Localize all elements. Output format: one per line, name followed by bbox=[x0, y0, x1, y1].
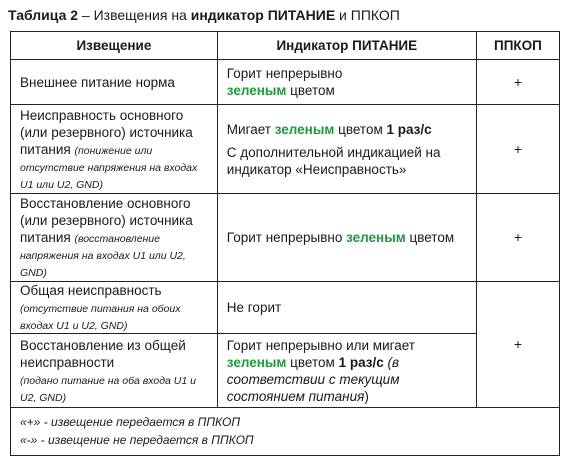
footnotes-row bbox=[11, 408, 560, 456]
table-row bbox=[11, 105, 560, 194]
ppkop-cell: + bbox=[476, 282, 559, 408]
indicator-cell: Горит непрерывно или мигает зеленым цветом 1 раз/с (в соответствии с текущим состоянием питания) bbox=[217, 334, 476, 408]
caption-text-1: Извещения на bbox=[93, 7, 191, 23]
caption-dash: – bbox=[78, 7, 94, 23]
notice-cell: Восстановление основного (или резервного) источника питания (восстановление напряжения на входах U1 или U2, GND) bbox=[11, 194, 218, 282]
notice-note: (восстановление напряжения на входах U1 или U2, GND) bbox=[20, 233, 186, 279]
caption-text-2: и ППКОП bbox=[335, 7, 400, 23]
footnote-minus: «-» - извещение не передается в ППКОП bbox=[20, 433, 254, 447]
notice-cell: Неисправность основного (или резервного) источника питания (понижение или отсутствие напряжения на входах U1 или U2, GND) bbox=[11, 105, 218, 194]
ppkop-cell: + bbox=[476, 194, 559, 282]
indicator-cell: Горит непрерывно зеленым цветом bbox=[217, 60, 476, 105]
table-row bbox=[11, 60, 560, 105]
caption-label: Таблица 2 bbox=[8, 7, 79, 23]
indicator-cell: Не горит bbox=[217, 282, 476, 334]
header-row bbox=[11, 32, 560, 60]
notice-note: (отсутствие питания на обоих входах U1 и U2, GND) bbox=[20, 303, 181, 332]
notice-cell: Внешнее питание норма bbox=[11, 60, 218, 105]
header-indicator: Индикатор ПИТАНИЕ bbox=[217, 32, 476, 60]
indicator-cell: Мигает зеленым цветом 1 раз/с С дополнительной индикацией на индикатор «Неисправность» bbox=[217, 105, 476, 194]
ppkop-cell: + bbox=[476, 105, 559, 194]
header-ppkop: ППКОП bbox=[476, 32, 559, 60]
footnote-plus: «+» - извещение передается в ППКОП bbox=[20, 415, 241, 429]
indicator-cell: Горит непрерывно зеленым цветом bbox=[217, 194, 476, 282]
notice-cell: Восстановление из общей неисправности (подано питание на оба входа U1 и U2, GND) bbox=[11, 334, 218, 408]
notice-note: (понижение или отсутствие напряжения на входах U1 или U2, GND) bbox=[20, 144, 198, 191]
caption-bold: индикатор ПИТАНИЕ bbox=[190, 7, 336, 23]
table-row bbox=[11, 282, 560, 334]
header-notice: Извещение bbox=[11, 32, 218, 60]
table-caption bbox=[8, 7, 400, 23]
table-row bbox=[11, 194, 560, 282]
footnotes-cell bbox=[11, 408, 560, 456]
notifications-table bbox=[10, 31, 560, 456]
notice-cell: Общая неисправность (отсутствие питания на обоих входах U1 и U2, GND) bbox=[11, 282, 218, 334]
ppkop-cell: + bbox=[476, 60, 559, 105]
notice-note: (подано питание на оба входа U1 и U2, GND) bbox=[20, 374, 196, 404]
